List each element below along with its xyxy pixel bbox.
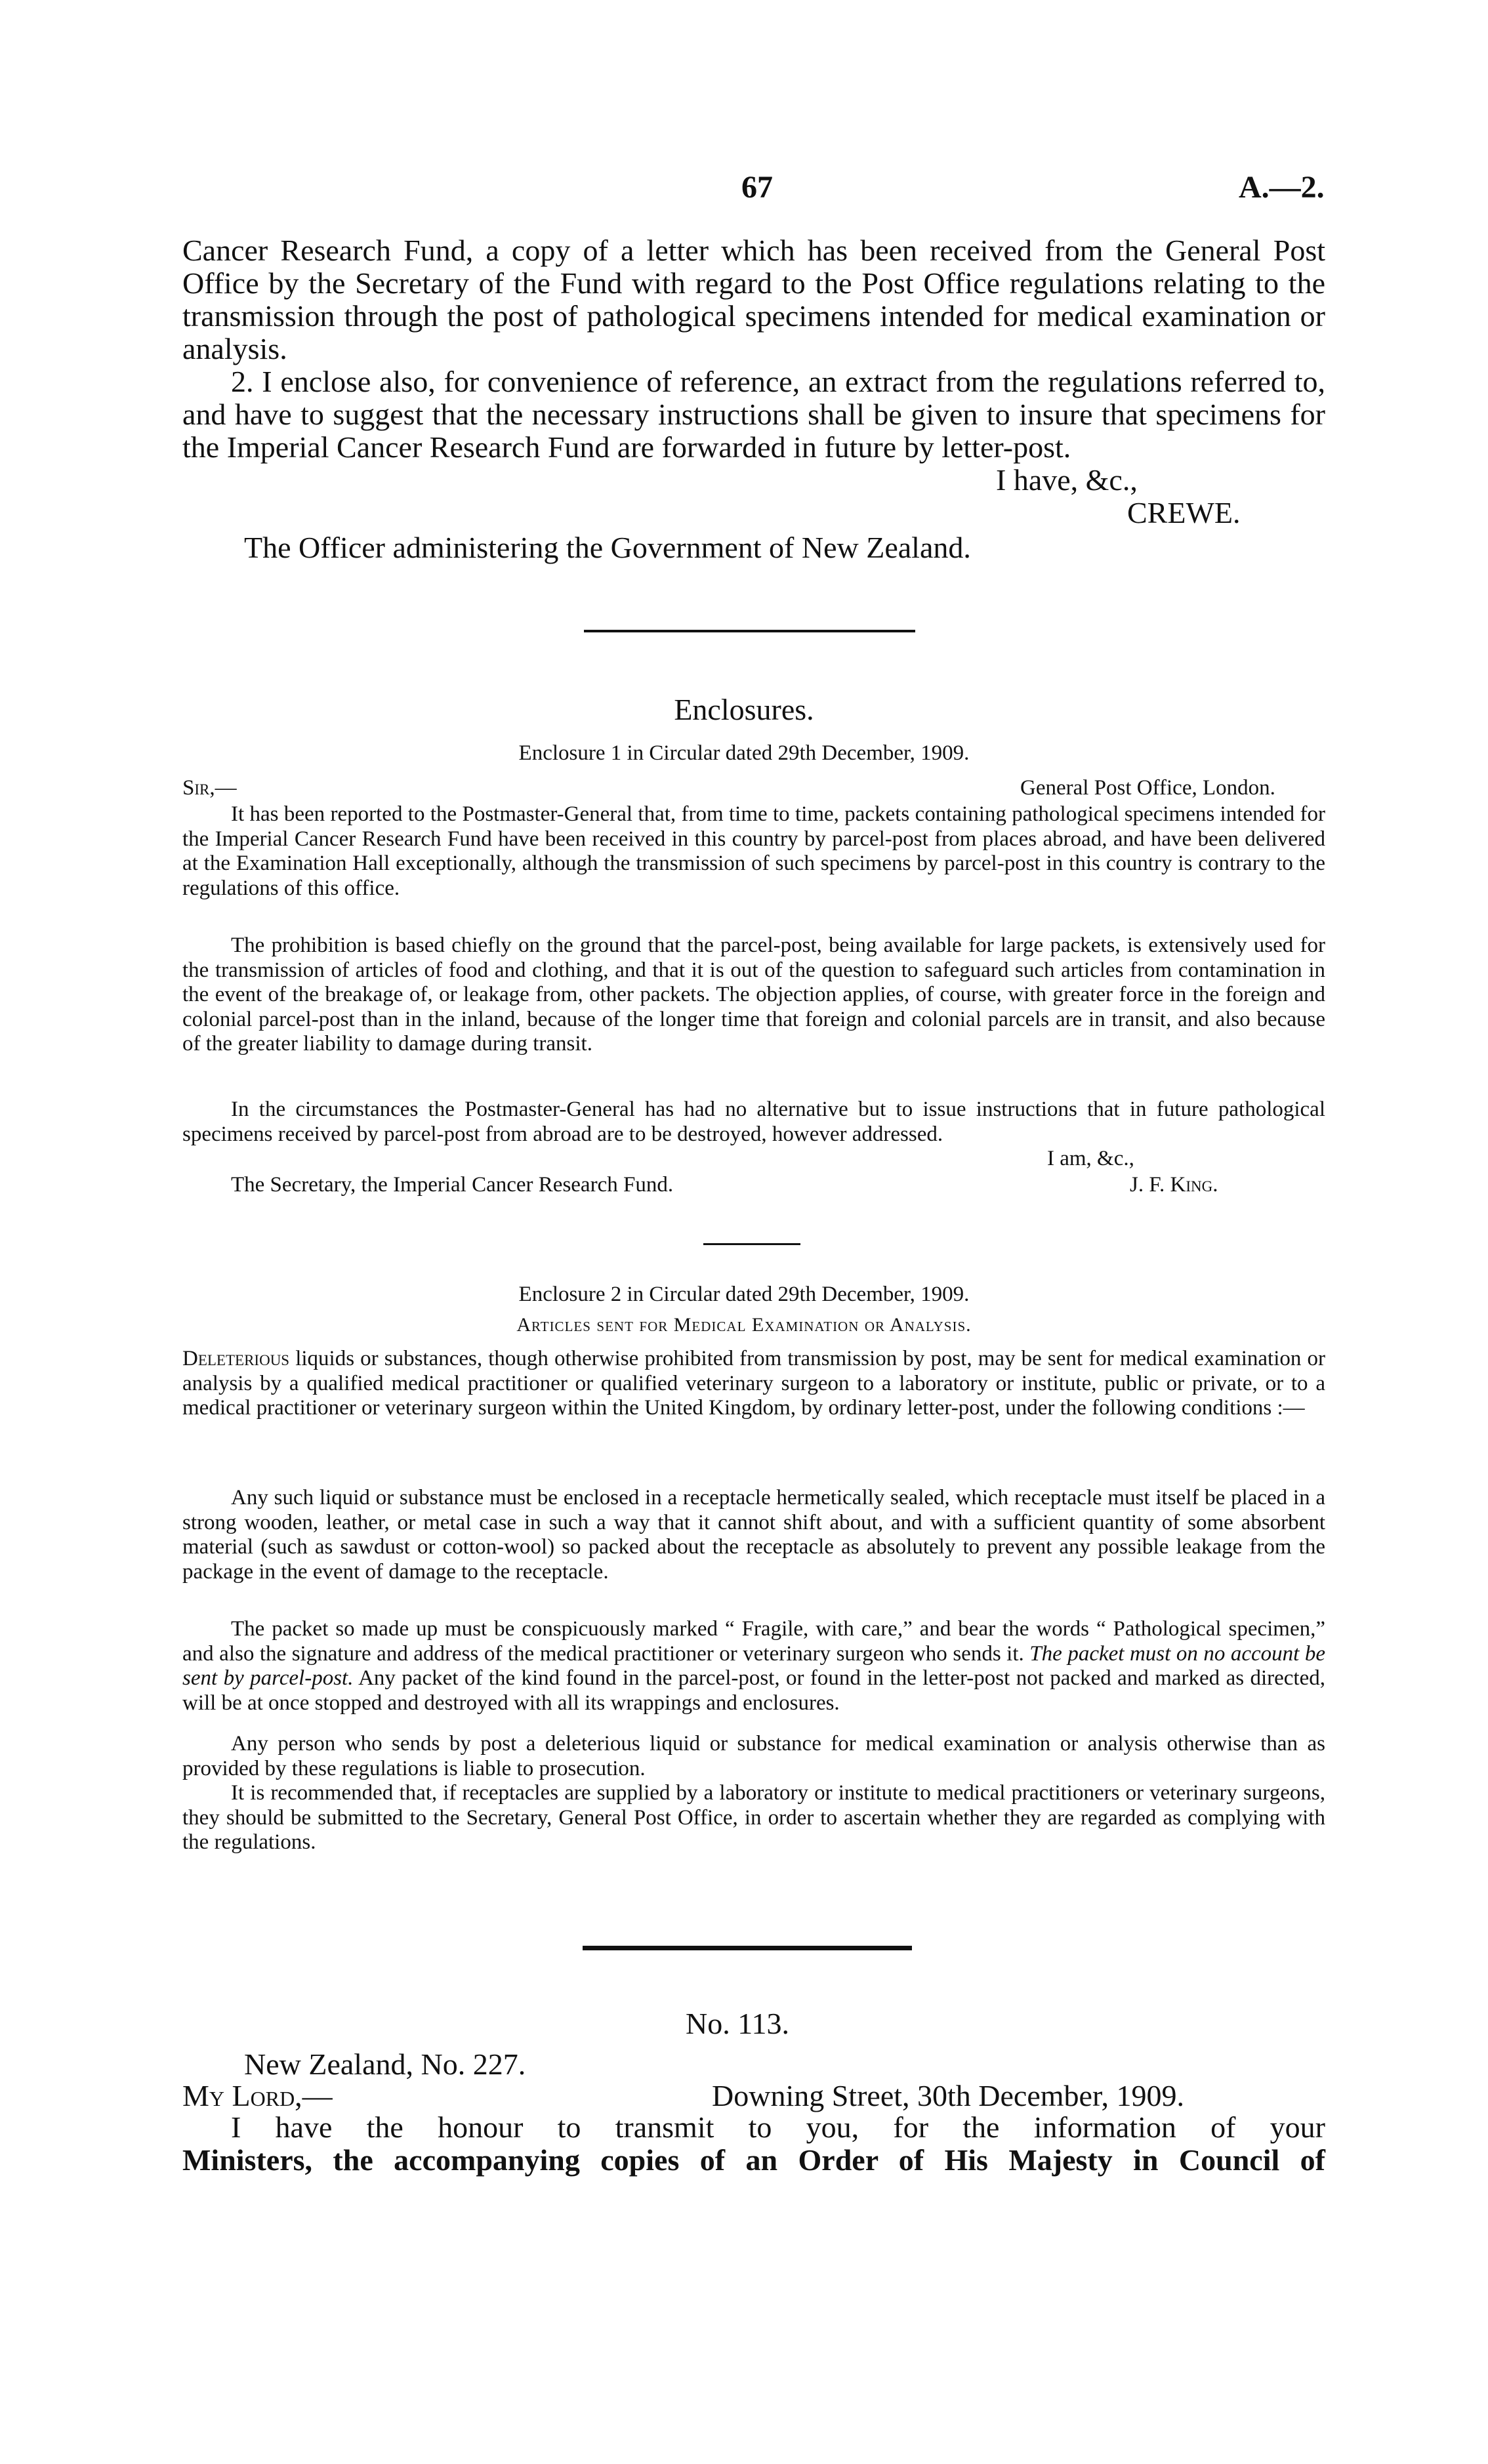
closing-have: I have, &c., bbox=[996, 463, 1138, 497]
enclosure-1-closing: I am, &c., bbox=[1047, 1147, 1134, 1170]
enclosure-1-paragraph-1: It has been reported to the Postmaster-General that, from time to time, packets containing pathological specimens intended for the Imperial Cancer Research Fund have been received in this country by parcel-post from places abroad, and have been delivered at the Examination Hall exceptionally, although the transmission of such specimens by parcel-post in this country is contrary to the regulations of this office. bbox=[182, 802, 1325, 900]
continuation-paragraph-2: 2. I enclose also, for convenience of reference, an extract from the regulations referred to, and have to suggest that the necessary instructions shall be given to insure that specimens for the Imperial Cancer Research Fund are forwarded in future by letter-post. bbox=[182, 365, 1325, 464]
enclosures-heading: Enclosures. bbox=[674, 693, 814, 726]
dispatch-salutation: My Lord,— bbox=[182, 2079, 333, 2112]
paragraph-3-text-a: The packet so made up must be conspicuously marked “ Fragile, with care,” and bear the words “ Pathological specimen,” and also the signature and address of the medical practitioner or veterinary surgeon who sends it. bbox=[182, 1617, 1325, 1666]
enclosure-1-paragraph-2: The prohibition is based chiefly on the ground that the parcel-post, being available for large packets, is extensively used for the transmission of articles of food and clothing, and that it is out of the question to safeguard such articles from contamination in the event of the breakage of, or leakage from, other packets. The objection applies, of course, with greater force in the foreign and colonial parcel-post than in the inland, because of the longer time that foreign and colonial parcels are in transit, and also because of the greater liability to damage during transit. bbox=[182, 934, 1325, 1056]
enclosure-2-subtitle: Articles sent for Medical Examination or Analysis. bbox=[516, 1314, 972, 1336]
enclosure-1-paragraph-3: In the circumstances the Postmaster-General has had no alternative but to issue instructions that in future pathological specimens received by parcel-post from abroad are to be destroyed, however addressed. bbox=[182, 1098, 1325, 1146]
enclosure-2-paragraph-3 bbox=[182, 1617, 1325, 1715]
paragraph-3-text-b: Any packet of the kind found in the parcel-post, or found in the letter-post not packed and marked as directed, will be at once stopped and destroyed with all its wrappings and enclosures. bbox=[182, 1666, 1325, 1715]
dispatch-colony: New Zealand, No. 227. bbox=[244, 2047, 526, 2081]
document-reference: A.—2. bbox=[1239, 170, 1325, 205]
enclosure-2-title: Enclosure 2 in Circular dated 29th December, 1909. bbox=[518, 1283, 970, 1306]
enclosure-1-address: General Post Office, London. bbox=[1020, 776, 1275, 800]
page-number: 67 bbox=[741, 170, 773, 205]
enclosure-1-salutation: Sir,— bbox=[182, 776, 237, 800]
enclosure-2-paragraph-2: Any such liquid or substance must be enclosed in a receptacle hermetically sealed, which receptacle must itself be placed in a strong wooden, leather, or metal case in such a way that it cannot shift about, and with a sufficient quantity of some absorbent material (such as sawdust or cotton-wool) so packed about the receptacle as absolutely to prevent any possible leakage from the package in the event of damage to the receptacle. bbox=[182, 1486, 1325, 1584]
lead-word: Deleterious bbox=[182, 1347, 290, 1370]
dispatch-address: Downing Street, 30th December, 1909. bbox=[712, 2079, 1184, 2112]
enclosure-2-paragraph-5: It is recommended that, if receptacles are supplied by a laboratory or institute to medical practitioners or veterinary surgeons, they should be submitted to the Secretary, General Post Office, in order to ascertain whether they are regarded as complying with the regulations. bbox=[182, 1781, 1325, 1854]
addressee: The Officer administering the Government of New Zealand. bbox=[244, 531, 971, 564]
paragraph-3-italic: The packet must on no account be sent by parcel-post. bbox=[182, 1641, 1325, 1690]
enclosure-divider bbox=[703, 1243, 800, 1245]
continuation-paragraph-1: Cancer Research Fund, a copy of a letter which has been received from the General Post Office by the Secretary of the Fund with regard to the Post Office regulations relating to the transmission through the post of pathological specimens intended for medical examination or analysis. bbox=[182, 234, 1325, 365]
enclosure-1-recipient: The Secretary, the Imperial Cancer Research Fund. bbox=[231, 1173, 674, 1197]
enclosure-1-signature: J. F. King. bbox=[1130, 1173, 1218, 1197]
section-divider bbox=[584, 630, 915, 632]
enclosure-2-paragraph-4: Any person who sends by post a deleterious liquid or substance for medical examination or analysis otherwise than as provided by these regulations is liable to prosecution. bbox=[182, 1732, 1325, 1780]
enclosure-2-paragraph-1 bbox=[182, 1347, 1325, 1421]
paragraph-1-text: liquids or substances, though otherwise prohibited from transmission by post, may be sent for medical examination or analysis by a qualified medical practitioner or qualified veterinary surgeon to a laboratory or institute, public or private, or to a medical practitioner or veterinary surgeon within the United Kingdom, by ordinary letter-post, under the following conditions :— bbox=[182, 1347, 1325, 1420]
dispatch-body-line-2: Ministers, the accompanying copies of an Order of His Majesty in Council of bbox=[182, 2143, 1325, 2177]
dispatch-number: No. 113. bbox=[686, 2007, 790, 2040]
signature-crewe: CREWE. bbox=[1127, 496, 1241, 529]
dispatch-body-line-1: I have the honour to transmit to you, for the information of your bbox=[231, 2110, 1325, 2144]
enclosure-1-title: Enclosure 1 in Circular dated 29th December, 1909. bbox=[518, 741, 970, 765]
section-divider-thick bbox=[583, 1946, 912, 1950]
